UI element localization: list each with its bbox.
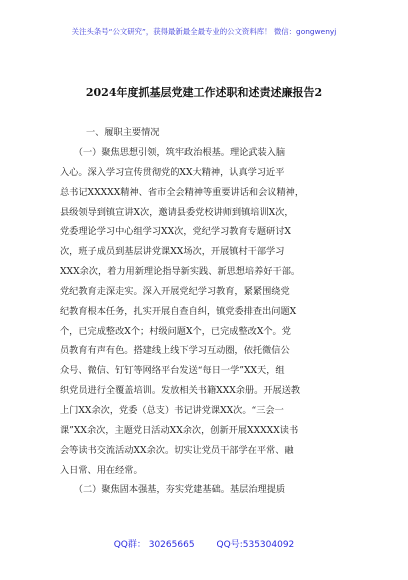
- qq-number-text: QQ号:535304092: [216, 540, 295, 550]
- body-line: 会等读书交流活动XX余次。切实让党员干部学在平常、融: [60, 444, 294, 456]
- body-line: 入日常、用在经常。: [60, 464, 143, 476]
- body-line: （一）聚焦思想引领，筑牢政治根基。理论武装入脑: [60, 147, 286, 158]
- body-line: XXX余次，着力用新理论指导新实践、新思想培养好干部。: [60, 266, 301, 278]
- body-line: 入心。深入学习宣传贯彻党的XX大精神，认真学习近平: [60, 166, 285, 178]
- body-line: 党纪教育走深走实。深入开展党纪学习教育，紧紧围绕党: [60, 285, 290, 297]
- body-line: 织党员进行全覆盖培训。发放相关书籍XXX余册。开展送教: [60, 385, 301, 397]
- body-line: 党委理论学习中心组学习XX次，党纪学习教育专题研讨X: [60, 226, 291, 238]
- body-line: 个，已完成整改X个；村级问题X个，已完成整改X个。党: [60, 325, 291, 337]
- header-banner: 关注头条号“公文研究”，获得最新最全最专业的公文资料库！ 微信：gongwenyj: [71, 27, 337, 36]
- footer: [0, 537, 408, 550]
- body-line: 次，班子成员到基层讲党课XX场次，开展镇村干部学习: [60, 246, 285, 258]
- body-line: 众号、微信、钉钉等网络平台发送“每日一学”XX天，组: [60, 365, 285, 377]
- body-line: （二）聚焦固本强基，夯实党建基础。基层治理提质: [60, 484, 286, 496]
- body-line: 课”XX余次，主题党日活动XX余次，创新开展XXXXX读书: [60, 424, 299, 436]
- section-heading: 一、履职主要情况: [86, 127, 160, 138]
- body-line: 上门XX余次，党委（总支）书记讲党课XX次。“三会一: [60, 404, 284, 416]
- qq-group-text: QQ群： 30265665: [113, 540, 195, 550]
- body-line: 员教育有声有色。搭建线上线下学习互动圈，依托微信公: [60, 345, 290, 357]
- body-line: 纪教育根本任务，扎实开展自查自纠，镇党委排查出问题X: [60, 305, 297, 317]
- body-line: 总书记XXXXX精神、省市全会精神等重要讲话和会议精神，: [60, 186, 305, 198]
- body-line: 县级领导到镇宣讲X次，邀请县委党校讲师到镇培训X次，: [60, 206, 294, 218]
- document-title: 2024年度抓基层党建工作述职和述责述廉报告2: [85, 86, 323, 99]
- document-body: [60, 143, 347, 500]
